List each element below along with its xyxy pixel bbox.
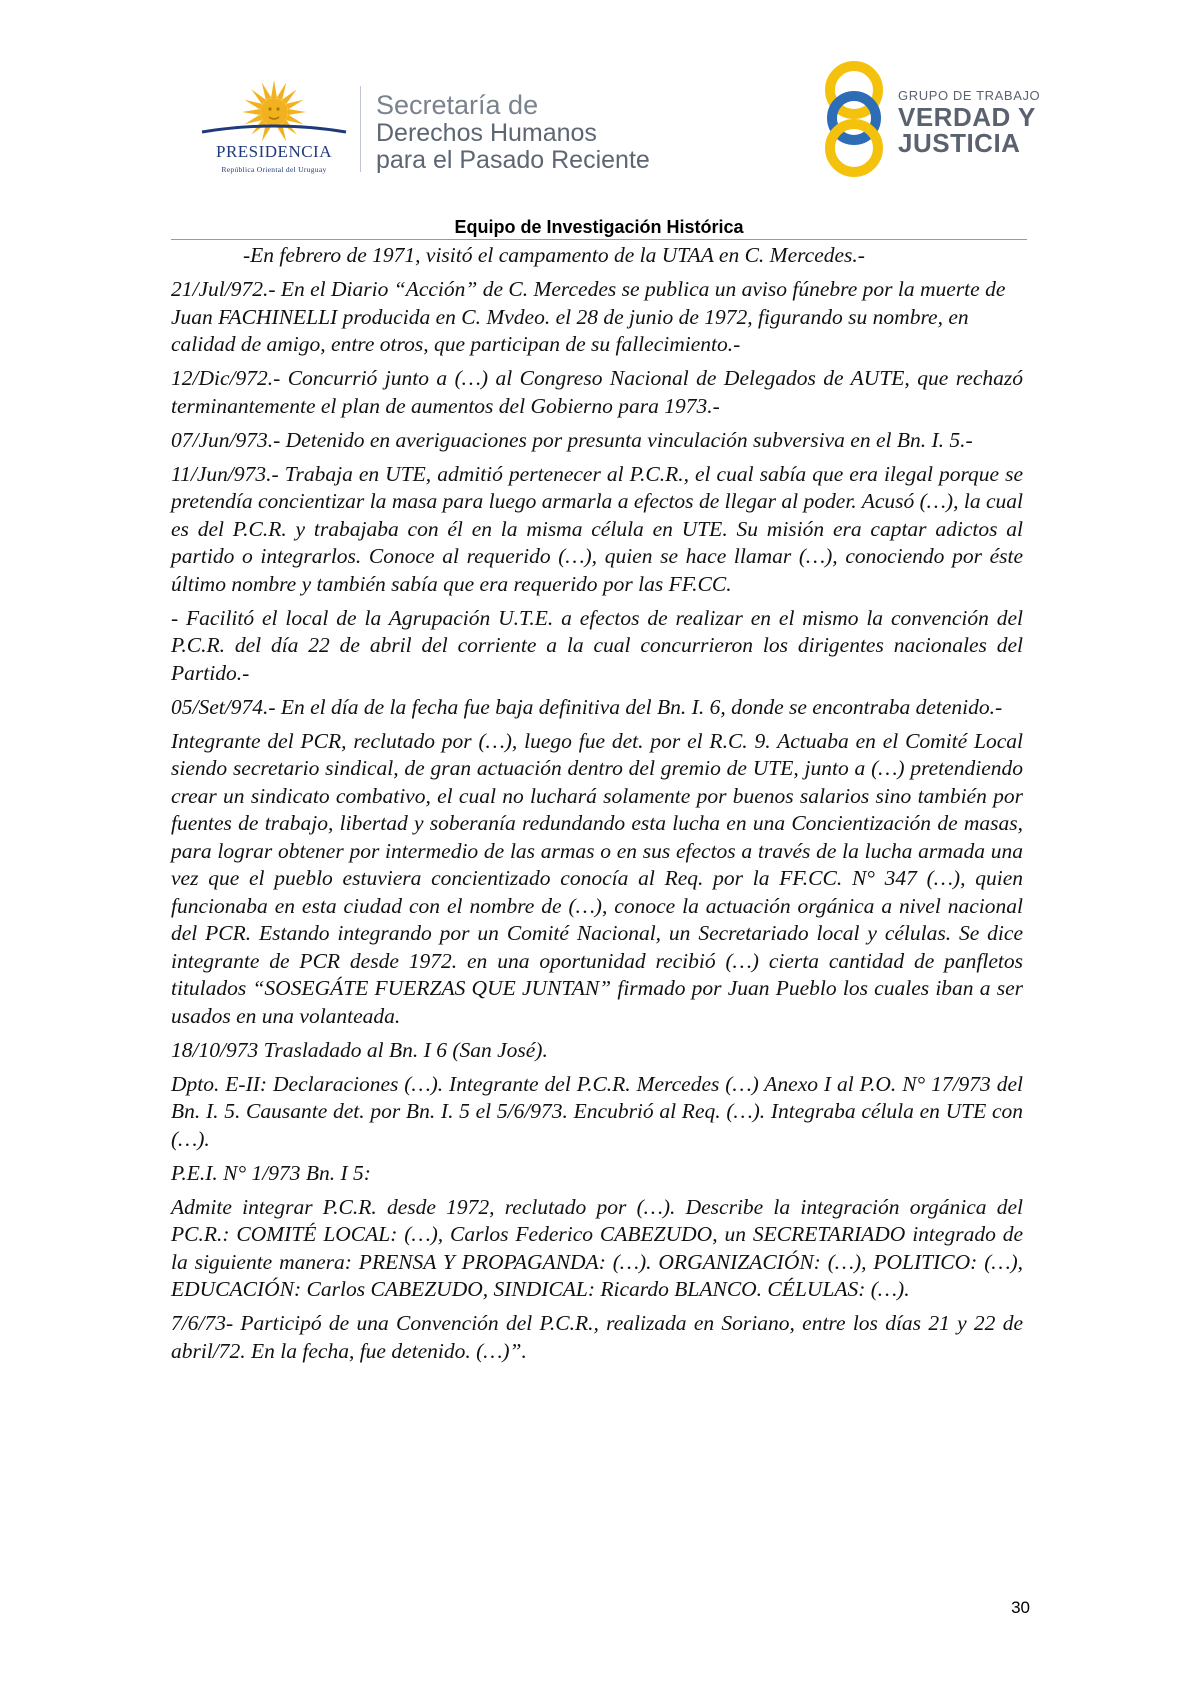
verdad-justicia-title bbox=[898, 88, 1040, 156]
heading-rule bbox=[171, 239, 1027, 240]
secretaria-line-1: Secretaría de bbox=[376, 90, 539, 120]
header-divider bbox=[360, 86, 361, 172]
paragraph: P.E.I. N° 1/973 Bn. I 5: bbox=[171, 1160, 371, 1185]
paragraph: - Facilitó el local de la Agrupación U.T.E. a efectos de realizar en el mismo la convención del P.C.R. del día 22 de abril del corriente a la cual concurrieron los dirigentes nacionales del Partido.- bbox=[171, 605, 1023, 685]
gtvj-line-1: VERDAD Y bbox=[898, 102, 1036, 132]
gtvj-line-2: JUSTICIA bbox=[898, 128, 1021, 158]
paragraph: 11/Jun/973.- Trabaja en UTE, admitió pertenecer al P.C.R., el cual sabía que era ilegal porque se pretendía concientizar la masa para luego armarla a efectos de llegar al poder. Acusó (…), la cual es del P.C.R. y trabajaba con él en la misma célula en UTE. Su misión era captar adictos al partido o integrarlos. Conoce al requerido (…), quien se hace llamar (…), conociendo por éste último nombre y también sabía que era requerido por las FF.CC. bbox=[171, 461, 1023, 596]
paragraph: Admite integrar P.C.R. desde 1972, reclutado por (…). Describe la integración orgánica del PC.R.: COMITÉ LOCAL: (…), Carlos Federico CABEZUDO, un SECRETARIADO integrado de la siguiente manera: PRENSA Y PROPAGANDA: (…). ORGANIZACIÓN: (…), POLITICO: (…), EDUCACIÓN: Carlos CABEZUDO, SINDICAL: Ricardo BLANCO. CÉLULAS: (…). bbox=[171, 1194, 1023, 1301]
paragraph: 07/Jun/973.- Detenido en averiguaciones por presunta vinculación subversiva en el Bn. I. 5.- bbox=[171, 427, 973, 452]
paragraph: 21/Jul/972.- En el Diario “Acción” de C. Mercedes se publica un aviso fúnebre por la muerte de Juan FACHINELLI producida en C. Mvdeo. el 28 de junio de 1972, figurando su nombre, en calidad de amigo, entre otros, que participan de su fallecimiento.- bbox=[171, 277, 1006, 356]
paragraph: 18/10/973 Trasladado al Bn. I 6 (San José). bbox=[171, 1037, 548, 1062]
section-heading: Equipo de Investigación Histórica bbox=[454, 217, 744, 237]
gtvj-subtitle: GRUPO DE TRABAJO bbox=[898, 88, 1041, 103]
secretaria-line-3: para el Pasado Reciente bbox=[376, 146, 650, 174]
sun-emblem-icon bbox=[196, 80, 352, 144]
presidencia-logo bbox=[196, 80, 352, 180]
paragraph: Integrante del PCR, reclutado por (…), luego fue det. por el R.C. 9. Actuaba en el Comité Local siendo secretario sindical, de gran actuación dentro del gremio de UTE, junto a (…) pretendiendo crear un sindicato combativo, el cual no luchará solamente por buenos salarios sino también por fuentes de trabajo, libertad y soberanía redundando esta lucha en una Concientización de masas, para lograr obtener por intermedio de las armas o en sus efectos a través de la lucha armada una vez que el pueblo estuviera concientizado conocía al Req. por la FF.CC. N° 347 (…), quien funcionaba en esta ciudad con el nombre de (…), conoce la actuación orgánica a nivel nacional del PCR. Estando integrando por un Comité Nacional, un Secretariado local y células. Se dice integrante de PCR desde 1972. en una oportunidad recibió (…) cierta cantidad de panfletos titulados “SOSEGÁTE FUERZAS QUE JUNTAN” firmado por Juan Pueblo los cuales iban a ser usados en una volanteada. bbox=[171, 728, 1023, 1028]
secretaria-title bbox=[376, 90, 650, 174]
presidencia-subtitle: República Oriental del Uruguay bbox=[221, 165, 327, 174]
paragraph: 12/Dic/972.- Concurrió junto a (…) al Congreso Nacional de Delegados de AUTE, que rechazó terminantemente el plan de aumentos del Gobierno para 1973.- bbox=[171, 366, 1023, 418]
secretaria-line-2: Derechos Humanos bbox=[376, 119, 597, 147]
paragraph: Dpto. E-II: Declaraciones (…). Integrante del P.C.R. Mercedes (…) Anexo I al P.O. N° 17/973 del Bn. I. 5. Causante det. por Bn. I. 5 el 5/6/973. Encubrió al Req. (…). Integraba célula en UTE con (…). bbox=[171, 1071, 1023, 1151]
paragraph: -En febrero de 1971, visitó el campamento de la UTAA en C. Mercedes.- bbox=[243, 243, 865, 267]
paragraph: 05/Set/974.- En el día de la fecha fue baja definitiva del Bn. I. 6, donde se encontraba detenido.- bbox=[171, 694, 1003, 719]
page-number: 30 bbox=[1011, 1598, 1030, 1617]
paragraph: 7/6/73- Participó de una Convención del P.C.R., realizada en Soriano, entre los días 21 y 22 de abril/72. En la fecha, fue detenido. (…)”. bbox=[171, 1311, 1023, 1363]
presidencia-word: PRESIDENCIA bbox=[215, 142, 332, 161]
document-body bbox=[171, 242, 1023, 1372]
